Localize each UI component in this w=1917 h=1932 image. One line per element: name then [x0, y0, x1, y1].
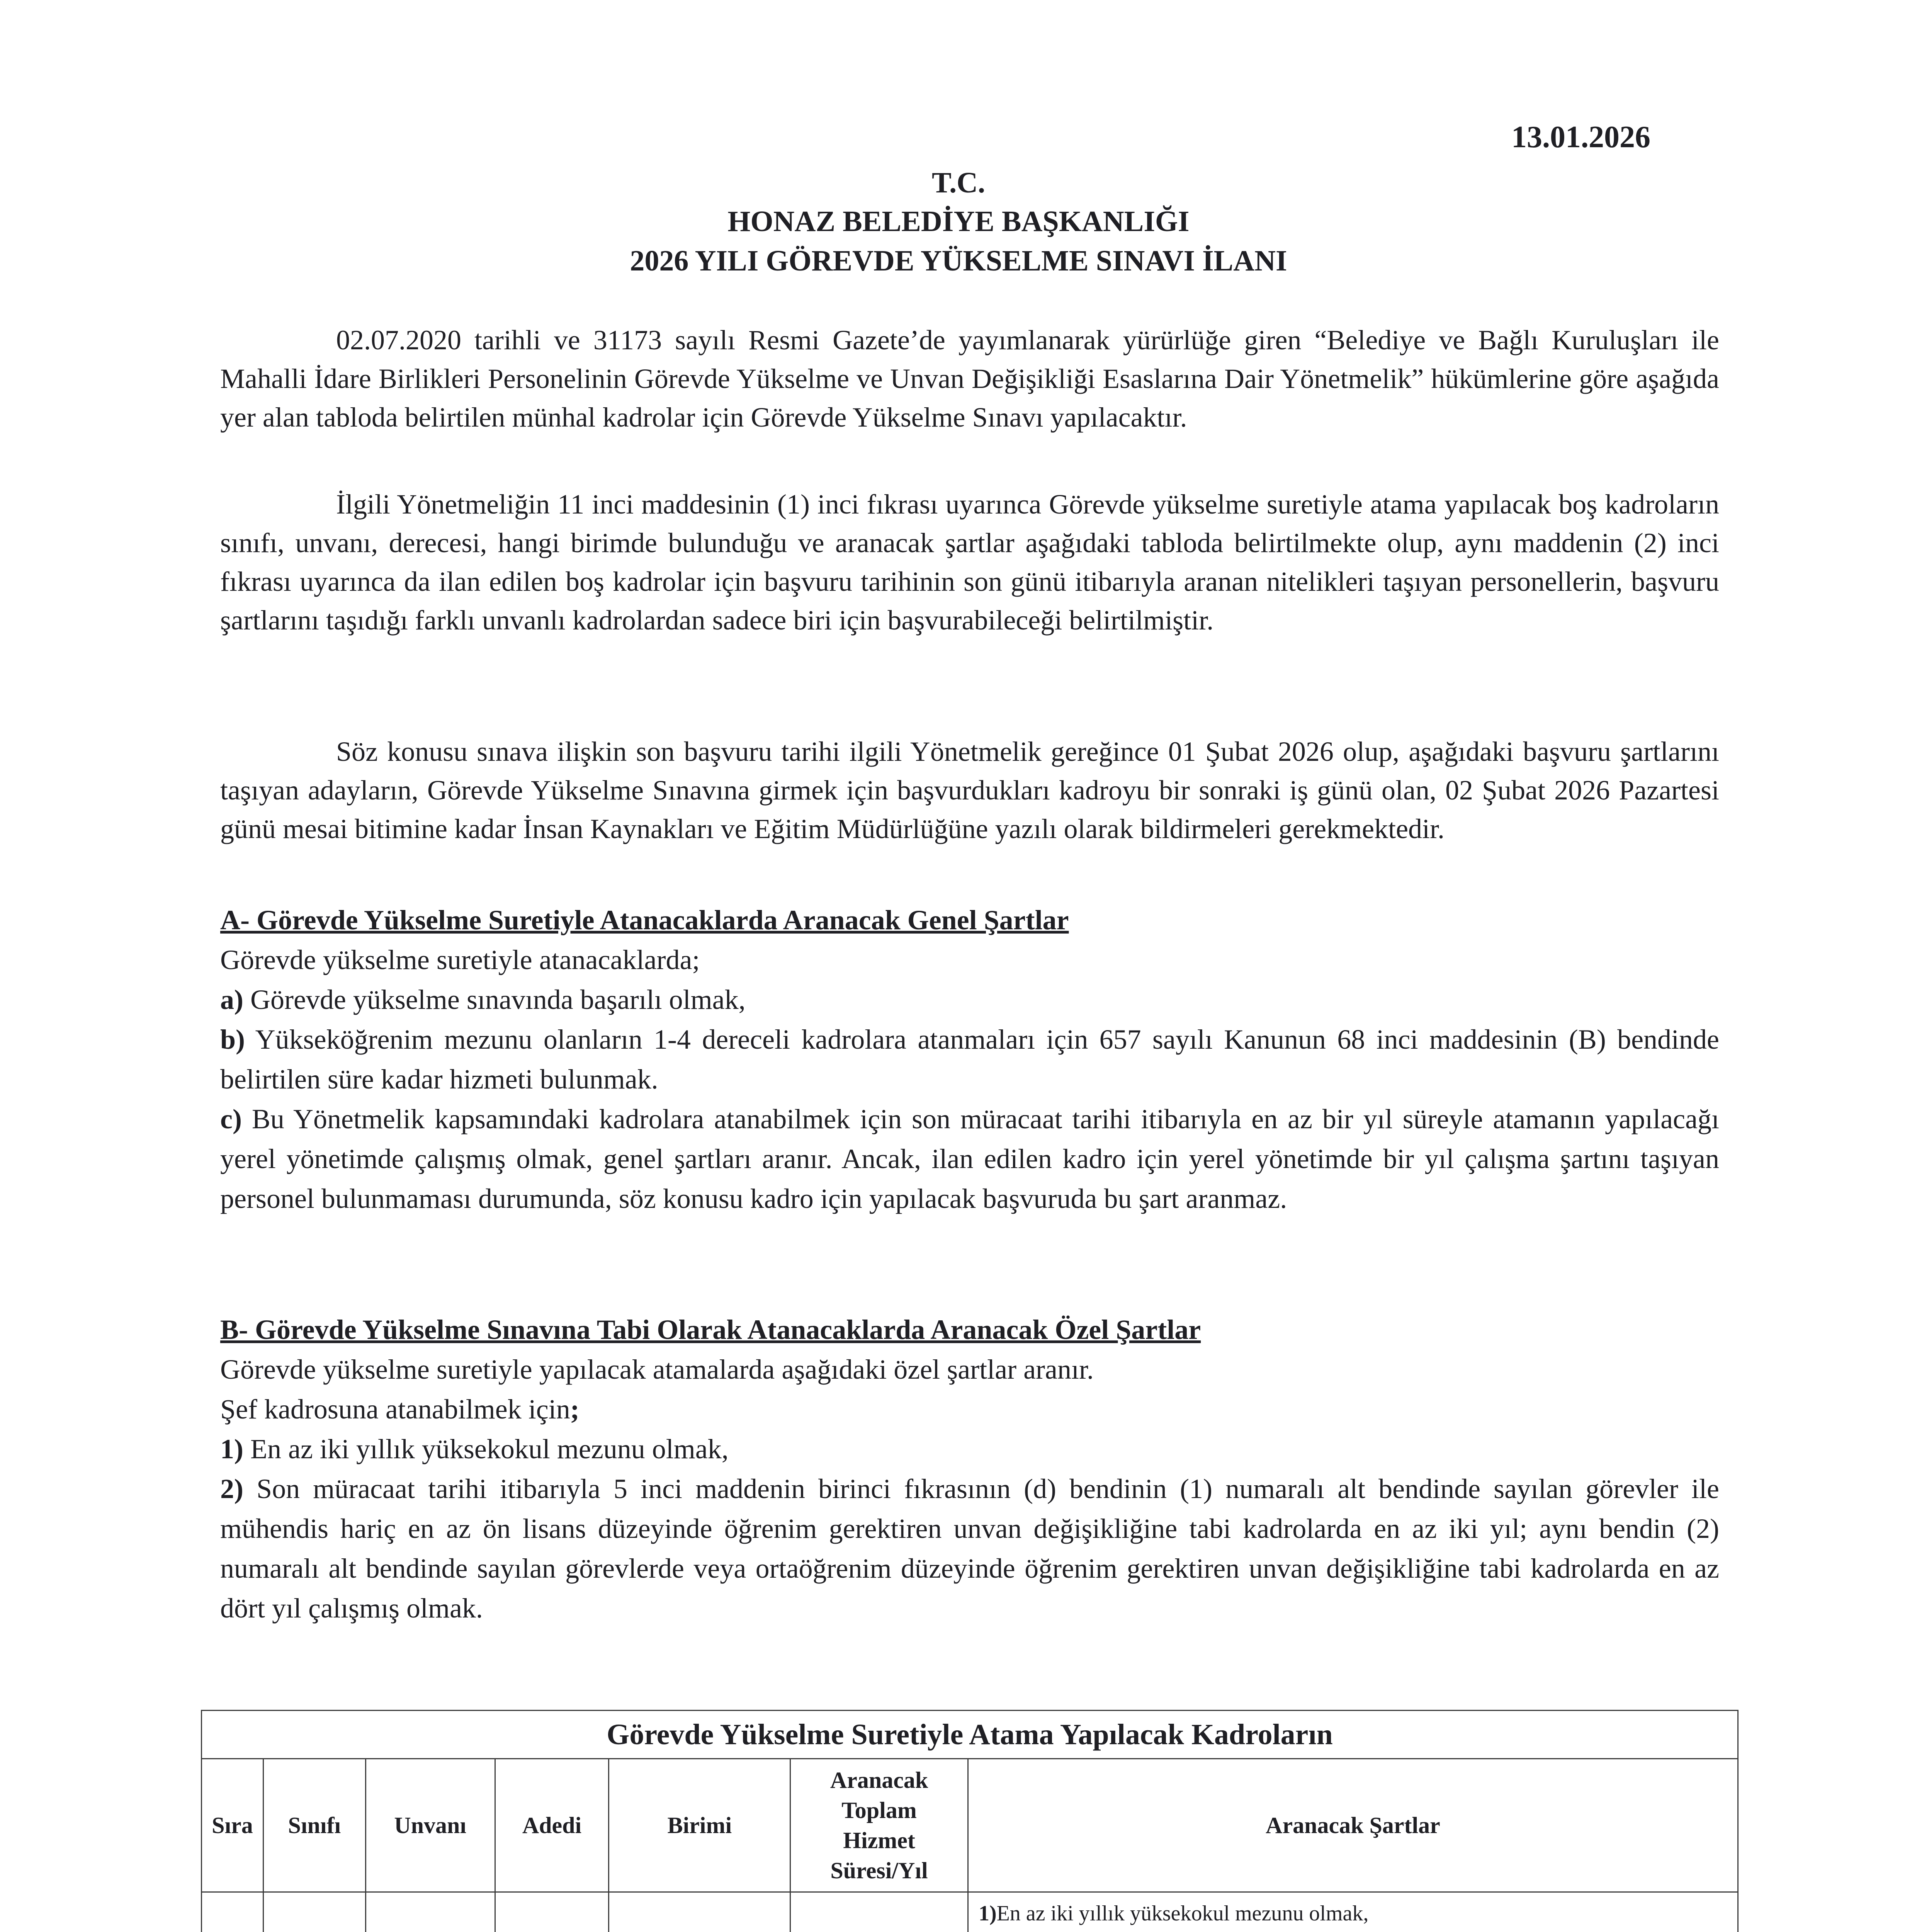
section-b-subheading [220, 1389, 1719, 1429]
table-title-row [202, 1711, 1738, 1759]
requirement-item [979, 1896, 1727, 1930]
cell-sinifi [263, 1892, 365, 1932]
list-item-label: c) [220, 1104, 242, 1134]
requirement-item [979, 1930, 1727, 1932]
list-item [220, 1469, 1719, 1628]
column-header-unvani: Unvanı [365, 1759, 495, 1892]
column-header-sinifi: Sınıfı [263, 1759, 365, 1892]
heading-institution: HONAZ BELEDİYE BAŞKANLIĞI [727, 205, 1190, 238]
list-item [220, 1020, 1719, 1099]
cell-sartlar [968, 1892, 1738, 1932]
section-general-conditions [220, 900, 1719, 1219]
paragraph-intro: 02.07.2020 tarihli ve 31173 sayılı Resmi Gazete’de yayımlanarak yürürlüğe giren “Belediye ve Bağlı Kuruluşları ile Mahalli İdare Birlikleri Personelinin Görevde Yükselme ve Unvan Değişikliği Esaslarına Dair Yönetmelik” hükümlerine göre aşağıda yer alan tabloda belirtilen münhal kadrolar için Görevde Yükselme Sınavı yapılacaktır. [220, 325, 1719, 433]
section-a-title: A- Görevde Yükselme Suretiyle Atanacaklarda Aranacak Genel Şartlar [220, 905, 1069, 935]
heading-tc: T.C. [932, 167, 985, 199]
heading-announcement: 2026 YILI GÖREVDE YÜKSELME SINAVI İLANI [630, 245, 1287, 277]
list-item-text: Son müracaat tarihi itibarıyla 5 inci maddenin birinci fıkrasının (d) bendinin (1) numaralı alt bendinde sayılan görevler ile mühendis hariç en az ön lisans düzeyinde öğrenim gerektiren unvan değişikliğine tabi kadrolarda en az iki yıl; aynı bendin (2) numaralı alt bendinde sayılan görevlerde veya ortaöğrenim düzeyinde öğrenim gerektiren unvan değişikliğine tabi kadrolarda en az dört yıl çalışmış olmak. [220, 1473, 1719, 1624]
cell-adedi [495, 1892, 609, 1932]
list-item [220, 1429, 1719, 1469]
table-header-row [202, 1759, 1738, 1892]
list-item-text: Yükseköğrenim mezunu olanların 1-4 dereceli kadrolara atanmaları için 657 sayılı Kanunun 68 inci maddesinin (B) bendinde belirtilen süre kadar hizmeti bulunmak. [220, 1024, 1719, 1095]
list-item-label: 2) [220, 1473, 243, 1504]
column-header-birimi: Birimi [609, 1759, 790, 1892]
column-header-sartlar: Aranacak Şartlar [968, 1759, 1738, 1892]
table-row [202, 1892, 1738, 1932]
paragraph-deadline: Söz konusu sınava ilişkin son başvuru tarihi ilgili Yönetmelik gereğince 01 Şubat 2026 olup, aşağıdaki başvuru şartlarını taşıyan adayların, Görevde Yükselme Sınavına girmek için başvurdukları kadroyu bir sonraki iş günü olan, 02 Şubat 2026 Pazartesi günü mesai bitimine kadar İnsan Kaynakları ve Eğitim Müdürlüğüne yazılı olarak bildirmeleri gerekmektedir. [220, 736, 1719, 844]
section-special-conditions [220, 1310, 1719, 1628]
list-item-label: b) [220, 1024, 245, 1055]
section-b-intro: Görevde yükselme suretiyle yapılacak atamalarda aşağıdaki özel şartlar aranır. [220, 1354, 1094, 1385]
cell-hizmet-suresi [790, 1892, 968, 1932]
cell-unvani [365, 1892, 495, 1932]
table-title: Görevde Yükselme Suretiyle Atama Yapılacak Kadroların [202, 1711, 1738, 1759]
subheading-punct: ; [570, 1394, 580, 1425]
list-item-label: a) [220, 984, 243, 1015]
list-item-text: Bu Yönetmelik kapsamındaki kadrolara atanabilmek için son müracaat tarihi itibarıyla en az bir yıl süreyle atamanın yapılacağı yerel yönetimde çalışmış olmak, genel şartları aranır. Ancak, ilan edilen kadro için yerel yönetimde bir yıl çalışma şartını taşıyan personel bulunmaması durumunda, söz konusu kadro için yapılacak başvuruda bu şart aranmaz. [220, 1104, 1719, 1214]
cell-sira [202, 1892, 263, 1932]
column-header-sira: Sıra [202, 1759, 263, 1892]
section-b-title: B- Görevde Yükselme Sınavına Tabi Olarak Atanacaklarda Aranacak Özel Şartlar [220, 1314, 1201, 1345]
section-a-intro: Görevde yükselme suretiyle atanacaklarda; [220, 944, 700, 975]
paragraph-regulation: İlgili Yönetmeliğin 11 inci maddesinin (1) inci fıkrası uyarınca Görevde yükselme suretiyle atama yapılacak boş kadroların sınıfı, unvanı, derecesi, hangi birimde bulunduğu ve aranacak şartlar aşağıdaki tabloda belirtilmekte olup, aynı maddenin (2) inci fıkrası uyarınca da ilan edilen boş kadrolar için başvuru tarihinin son günü itibarıyla aranan nitelikleri taşıyan personellerin, başvuru şartlarını taşıdığı farklı unvanlı kadrolardan sadece biri için başvurabileceği belirtilmiştir. [220, 489, 1719, 636]
column-header-adedi: Adedi [495, 1759, 609, 1892]
list-item [220, 980, 1719, 1020]
list-item-text: En az iki yıllık yüksekokul mezunu olmak, [243, 1434, 729, 1464]
document-date: 13.01.2026 [1511, 120, 1650, 154]
positions-table [201, 1710, 1739, 1932]
requirement-label: 1) [978, 1901, 997, 1925]
requirement-text: En az iki yıllık yüksekokul mezunu olmak, [996, 1901, 1369, 1925]
header-line: Aranacak [830, 1767, 928, 1793]
header-line: Süresi/Yıl [830, 1858, 928, 1883]
header-line: Toplam [841, 1798, 917, 1823]
list-item-text: Görevde yükselme sınavında başarılı olmak, [243, 984, 746, 1015]
list-item [220, 1099, 1719, 1219]
column-header-hizmet-suresi [790, 1759, 968, 1892]
header-line: Hizmet [843, 1828, 915, 1853]
subheading-text: Şef kadrosuna atanabilmek için [220, 1394, 570, 1425]
cell-birimi [609, 1892, 790, 1932]
list-item-label: 1) [220, 1434, 243, 1464]
